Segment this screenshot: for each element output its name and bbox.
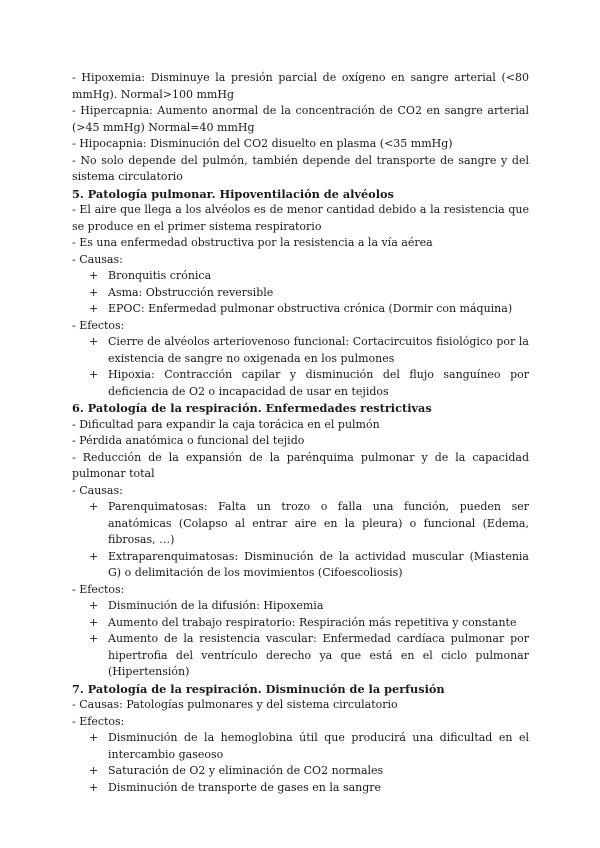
document-page [72,70,529,796]
list-item-text: Extraparenquimatosas: Disminución de la actividad muscular (Miastenia G) o delimitación de los movimientos (Cifoescoliosis) [108,549,529,579]
bullet-marker: + [89,269,99,282]
section-6-paragraph: - Dificultad para expandir la caja torácica en el pulmón [72,417,380,431]
bullet-marker: + [89,632,99,645]
list-item [72,615,529,632]
list-item [72,730,529,763]
section-7-efectos-list [72,730,529,796]
section-7-heading: 7. Patología de la respiración. Disminución de la perfusión [72,681,445,696]
paragraph-hipercapnia: - Hipercapnia: Aumento anormal de la concentración de CO2 en sangre arterial (>45 mmHg) Normal=40 mmHg [72,104,529,134]
list-item-text: Disminución de la hemoglobina útil que producirá una dificultad en el intercambio gaseoso [108,731,529,761]
bullet-marker: + [89,780,99,794]
list-item-text: Aumento de la resistencia vascular: Enfermedad cardíaca pulmonar por hipertrofia del ventrículo derecho ya que está en el ciclo pulmonar (Hipertensión) [108,632,529,678]
bullet-marker: + [89,764,99,777]
list-item [72,285,529,302]
section-5-causas-label: - Causas: [72,252,123,266]
section-6-paragraph: - Pérdida anatómica o funcional del tejido [72,434,305,447]
bullet-marker: + [89,615,99,629]
section-6-causas-label: - Causas: [72,483,123,497]
section-5-efectos-label: - Efectos: [72,318,125,332]
bullet-marker: + [89,599,99,612]
section-5-paragraph: - Es una enfermedad obstructiva por la resistencia a la vía aérea [72,236,433,249]
list-item-text: Hipoxia: Contracción capilar y disminución del flujo sanguíneo por deficiencia de O2 o incapacidad de usar en tejidos [108,368,529,398]
list-item [72,367,529,400]
paragraph-hipoxemia: - Hipoxemia: Disminuye la presión parcial de oxígeno en sangre arterial (<80 mmHg). Normal>100 mmHg [72,71,529,101]
list-item-text: Bronquitis crónica [108,269,212,282]
section-7-paragraph: - Causas: Patologías pulmonares y del sistema circulatorio [72,698,398,711]
section-6-causas-list [72,499,529,582]
list-item-text: Asma: Obstrucción reversible [108,285,274,299]
list-item-text: Aumento del trabajo respiratorio: Respiración más repetitiva y constante [108,615,517,629]
bullet-marker: + [89,731,99,744]
list-item-text: Saturación de O2 y eliminación de CO2 normales [108,764,384,777]
section-5-efectos-list [72,334,529,400]
list-item [72,631,529,681]
list-item [72,549,529,582]
section-6-efectos-label: - Efectos: [72,582,125,596]
list-item [72,301,529,318]
bullet-marker: + [89,285,99,299]
list-item [72,598,529,615]
list-item-text: Disminución de transporte de gases en la sangre [108,780,382,794]
list-item-text: Parenquimatosas: Falta un trozo o falla una función, pueden ser anatómicas (Colapso al entrar aire en la pleura) o funcional (Edema, fibrosas, …) [108,500,529,546]
section-5-heading: 5. Patología pulmonar. Hipoventilación de alvéolos [72,186,394,201]
section-5-causas-list [72,268,529,318]
section-6-heading: 6. Patología de la respiración. Enfermedades restrictivas [72,401,432,415]
section-5-paragraph: - El aire que llega a los alvéolos es de menor cantidad debido a la resistencia que se produce en el primer sistema respiratorio [72,203,529,233]
bullet-marker: + [89,549,99,563]
list-item [72,268,529,285]
list-item-text: Cierre de alvéolos arteriovenoso funcional: Cortacircuitos fisiológico por la existencia de sangre no oxigenada en los pulmones [108,335,529,365]
section-6-paragraph: - Reducción de la expansión de la parénquima pulmonar y de la capacidad pulmonar total [72,450,529,480]
paragraph-transporte: - No solo depende del pulmón, también depende del transporte de sangre y del sistema circulatorio [72,153,529,183]
list-item [72,334,529,367]
bullet-marker: + [89,302,99,315]
paragraph-hipocapnia: - Hipocapnia: Disminución del CO2 disuelto en plasma (<35 mmHg) [72,137,453,150]
bullet-marker: + [89,500,99,513]
section-6-efectos-list [72,598,529,681]
list-item [72,499,529,549]
list-item-text: EPOC: Enfermedad pulmonar obstructiva crónica (Dormir con máquina) [108,302,513,315]
bullet-marker: + [89,335,99,348]
section-7-efectos-label: - Efectos: [72,714,125,728]
list-item [72,763,529,780]
list-item [72,780,529,797]
bullet-marker: + [89,368,99,381]
list-item-text: Disminución de la difusión: Hipoxemia [108,599,324,612]
